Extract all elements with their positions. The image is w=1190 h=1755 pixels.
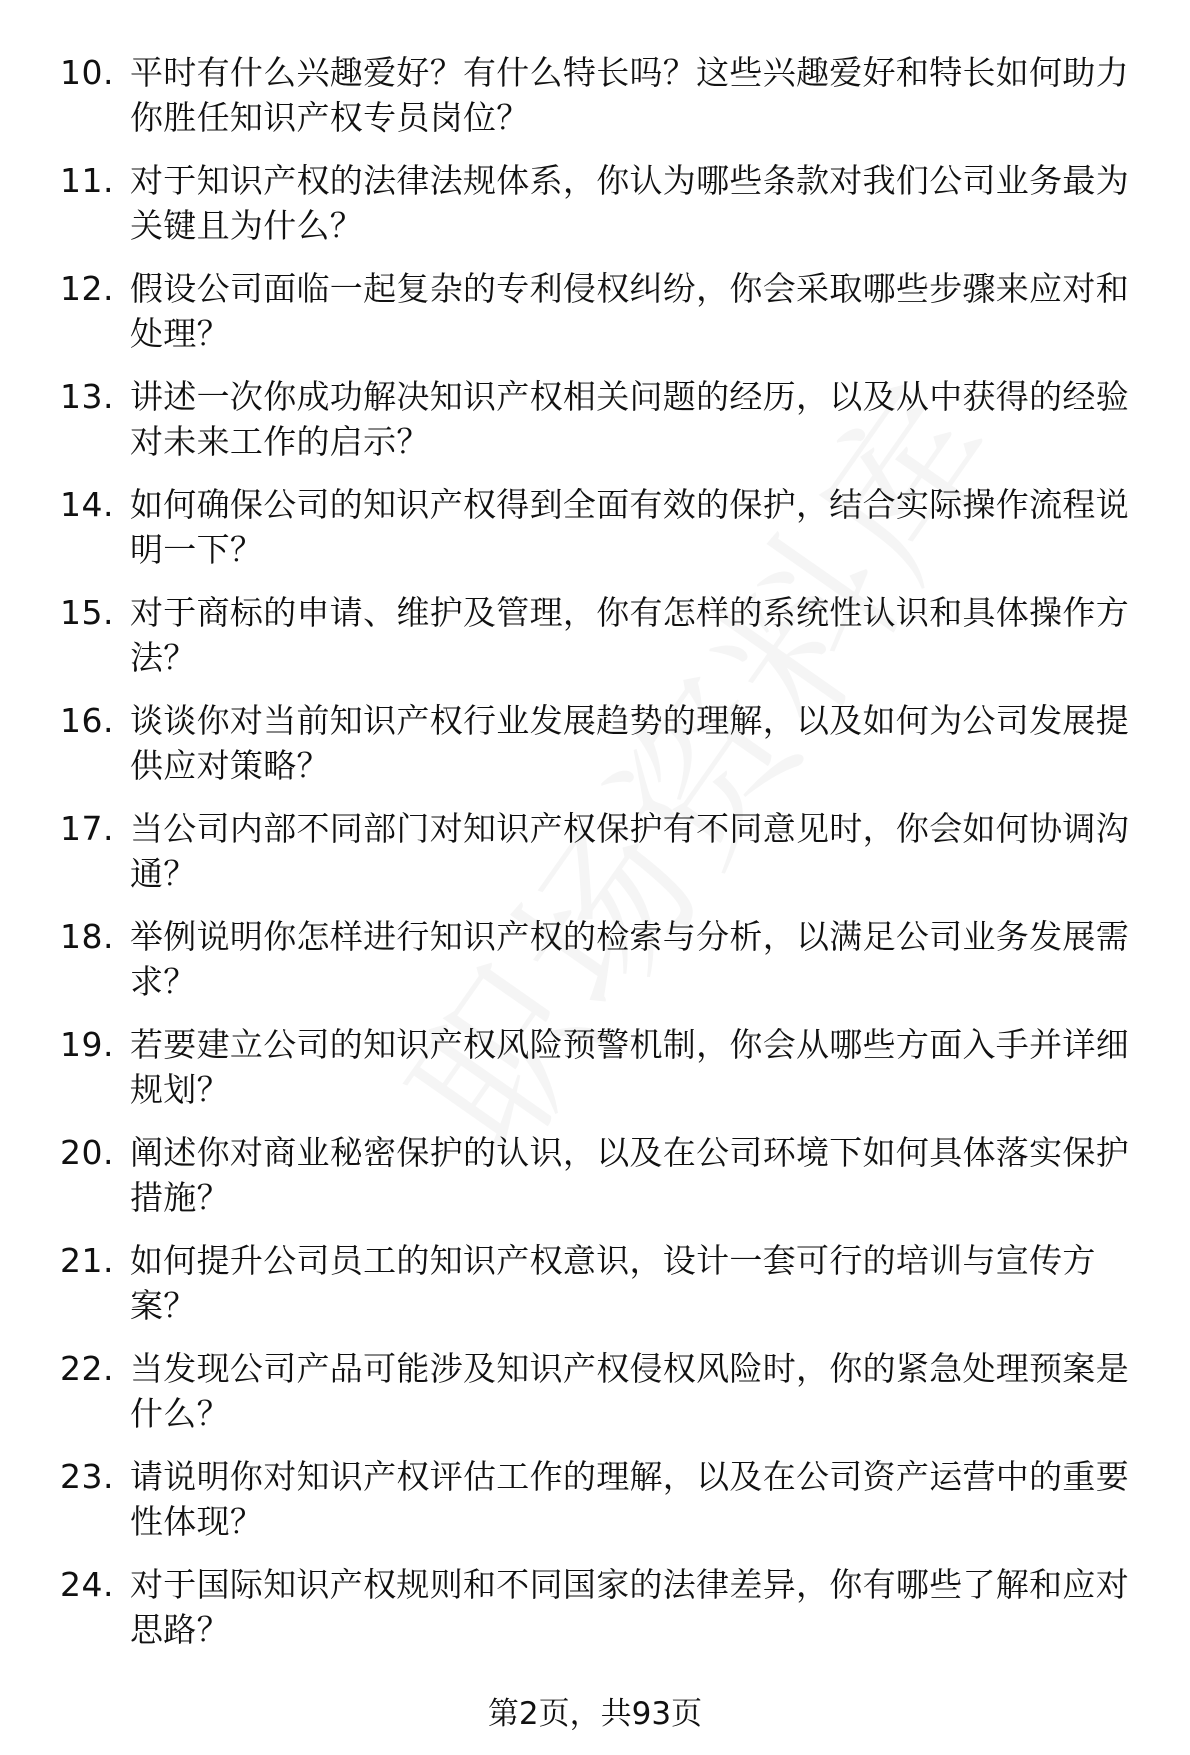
question-list xyxy=(0,50,1190,1670)
question-number: 16. xyxy=(60,701,114,740)
list-item xyxy=(0,590,1190,698)
list-item xyxy=(0,1562,1190,1670)
question-text: 当发现公司产品可能涉及知识产权侵权风险时，你的紧急处理预案是什么？ xyxy=(130,1349,1129,1433)
list-item xyxy=(0,374,1190,482)
list-item xyxy=(0,1130,1190,1238)
question-text: 对于商标的申请、维护及管理，你有怎样的系统性认识和具体操作方法？ xyxy=(130,593,1129,677)
question-text: 讲述一次你成功解决知识产权相关问题的经历，以及从中获得的经验对未来工作的启示？ xyxy=(130,377,1129,461)
question-text: 如何提升公司员工的知识产权意识，设计一套可行的培训与宣传方案？ xyxy=(130,1241,1096,1325)
list-item xyxy=(0,1022,1190,1130)
question-text: 当公司内部不同部门对知识产权保护有不同意见时，你会如何协调沟通？ xyxy=(130,809,1129,893)
question-number: 19. xyxy=(60,1025,114,1064)
question-number: 22. xyxy=(60,1349,114,1388)
question-text: 对于国际知识产权规则和不同国家的法律差异，你有哪些了解和应对思路？ xyxy=(130,1565,1129,1649)
question-number: 13. xyxy=(60,377,114,416)
list-item xyxy=(0,482,1190,590)
question-number: 10. xyxy=(60,53,114,92)
question-text: 阐述你对商业秘密保护的认识，以及在公司环境下如何具体落实保护措施？ xyxy=(130,1133,1129,1217)
question-number: 11. xyxy=(60,161,114,200)
question-number: 18. xyxy=(60,917,114,956)
question-number: 24. xyxy=(60,1565,114,1604)
list-item xyxy=(0,1238,1190,1346)
question-number: 15. xyxy=(60,593,114,632)
list-item xyxy=(0,1454,1190,1562)
question-text: 若要建立公司的知识产权风险预警机制，你会从哪些方面入手并详细规划？ xyxy=(130,1025,1129,1109)
list-item xyxy=(0,806,1190,914)
question-text: 如何确保公司的知识产权得到全面有效的保护，结合实际操作流程说明一下？ xyxy=(130,485,1129,569)
question-number: 12. xyxy=(60,269,114,308)
question-number: 20. xyxy=(60,1133,114,1172)
list-item xyxy=(0,914,1190,1022)
list-item xyxy=(0,698,1190,806)
list-item xyxy=(0,1346,1190,1454)
page-number: 第2页，共93页 xyxy=(487,1696,703,1732)
question-number: 23. xyxy=(60,1457,114,1496)
question-number: 21. xyxy=(60,1241,114,1280)
question-text: 谈谈你对当前知识产权行业发展趋势的理解，以及如何为公司发展提供应对策略？ xyxy=(130,701,1129,785)
question-text: 举例说明你怎样进行知识产权的检索与分析，以满足公司业务发展需求？ xyxy=(130,917,1129,1001)
question-number: 17. xyxy=(60,809,114,848)
question-text: 请说明你对知识产权评估工作的理解，以及在公司资产运营中的重要性体现？ xyxy=(130,1457,1129,1541)
list-item xyxy=(0,266,1190,374)
list-item xyxy=(0,158,1190,266)
question-text: 平时有什么兴趣爱好？有什么特长吗？这些兴趣爱好和特长如何助力你胜任知识产权专员岗位？ xyxy=(130,53,1129,137)
question-number: 14. xyxy=(60,485,114,524)
question-text: 对于知识产权的法律法规体系，你认为哪些条款对我们公司业务最为关键且为什么？ xyxy=(130,161,1129,245)
list-item xyxy=(0,50,1190,158)
question-text: 假设公司面临一起复杂的专利侵权纠纷，你会采取哪些步骤来应对和处理？ xyxy=(130,269,1129,353)
